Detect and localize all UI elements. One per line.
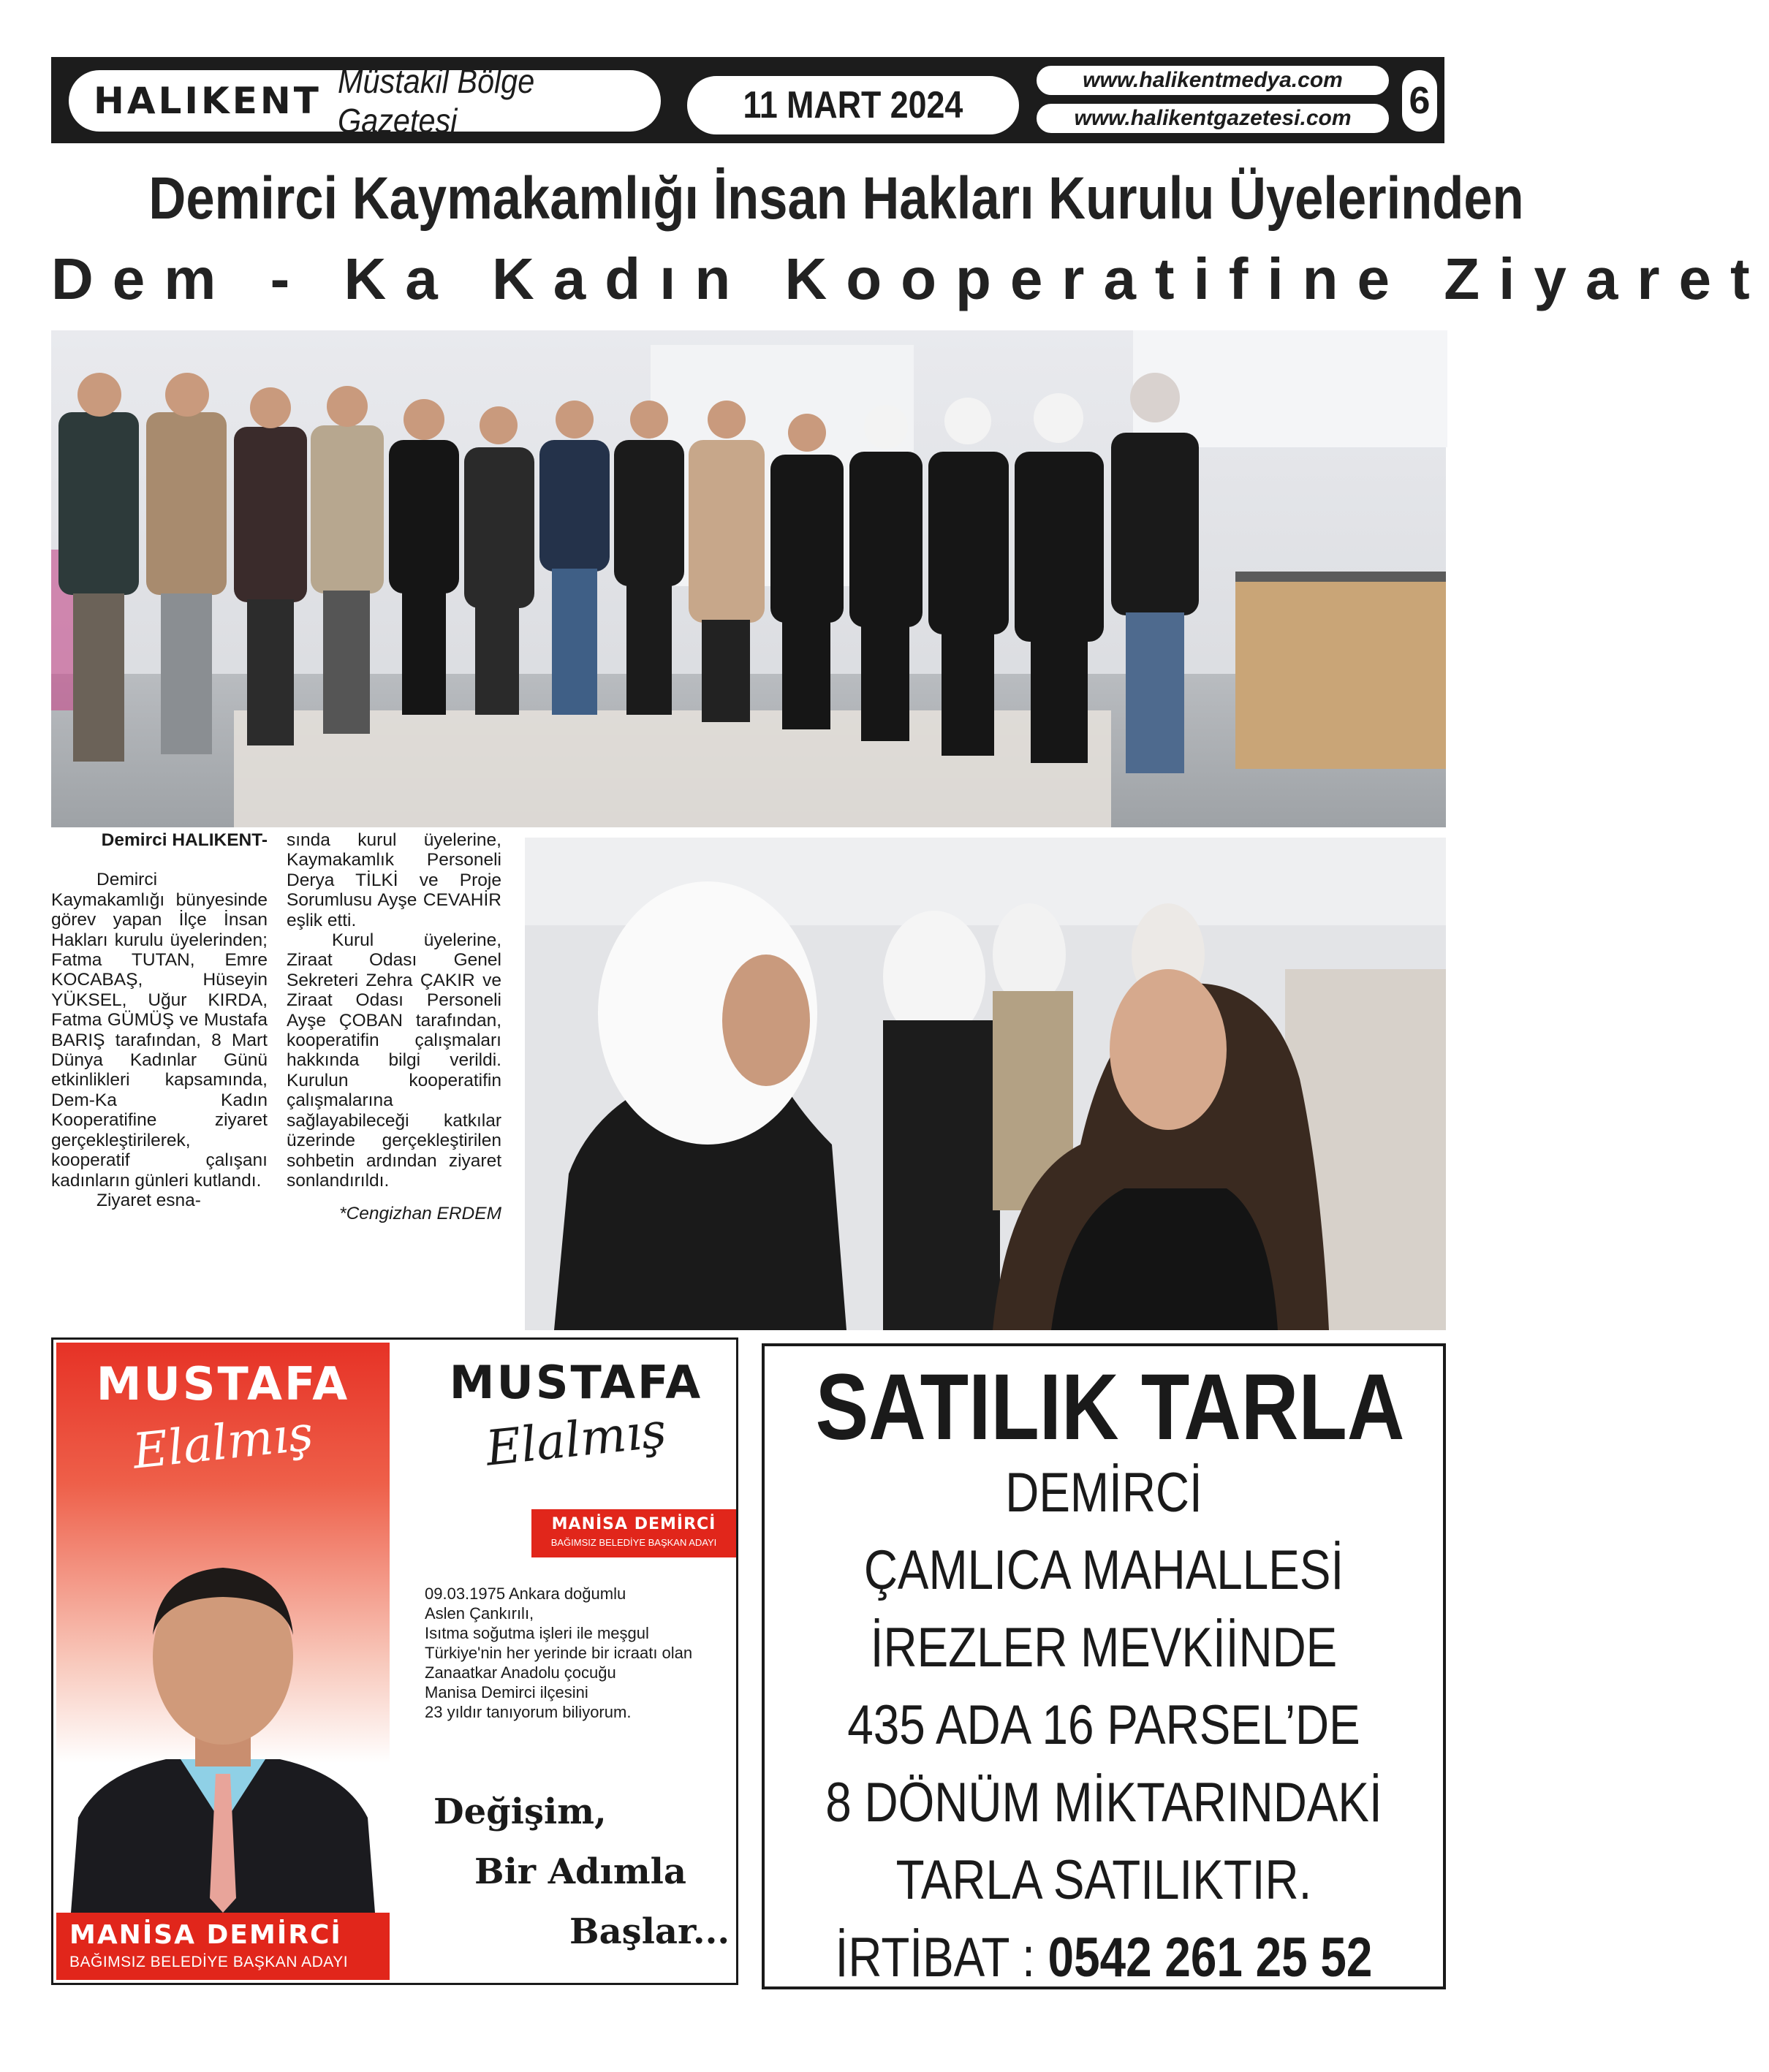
candidate-badge	[531, 1509, 736, 1557]
land-ad-line: İREZLER MEVKİİNDE	[870, 1617, 1338, 1679]
website-pill-2	[1034, 101, 1392, 136]
bio-line: Zanaatkar Anadolu çocuğu	[425, 1663, 616, 1682]
bio-line: Türkiye'nin her yerinde bir icraatı olan	[425, 1644, 693, 1662]
contact-line	[819, 1927, 1389, 1989]
article-column-1	[51, 830, 268, 1210]
candidate-location: MANİSA DEMİRCİ	[69, 1920, 342, 1950]
article-paragraph: sında kurul üyelerine, Kaymakamlık Personeli Derya TİLKİ ve Proje Sorumlusu Ayşe CEVAHİR eşlik etti.	[287, 830, 501, 930]
page-number-pill	[1399, 67, 1440, 134]
candidate-title: BAĞIMSIZ BELEDİYE BAŞKAN ADAYI	[69, 1954, 349, 1970]
article-paragraph: Kurul üyelerine, Ziraat Odası Genel Sekreteri Zehra ÇAKIR ve Ziraat Odası Personeli Ayşe ÇOBAN tarafından, kooperatifin çalışmaları hakkında bilgi verildi. Kurulun kooperatifin çalışmalarına sağlayabileceği katkılar üzerinde gerçekleştirilen sohbetin ardından ziyaret sonlandırıldı.	[287, 930, 501, 1191]
issue-date: 11 MART 2024	[743, 84, 963, 126]
brand-pill	[66, 62, 664, 140]
contact-label: İRTİBAT :	[835, 1927, 1048, 1989]
article-paragraph: Ziyaret esna-	[96, 1190, 201, 1210]
bio-line: Aslen Çankırılı,	[425, 1604, 534, 1623]
article-dateline: Demirci HALIKENT-	[101, 830, 268, 850]
slogan-line: Bir Adımla	[474, 1851, 686, 1892]
bio-line: 09.03.1975 Ankara doğumlu	[425, 1585, 626, 1603]
article-byline: *Cengizhan ERDEM	[339, 1204, 501, 1224]
bio-line: 23 yıldır tanıyorum biliyorum.	[425, 1703, 632, 1721]
page-number: 6	[1409, 80, 1431, 122]
land-ad-line: ÇAMLICA MAHALLESİ	[863, 1539, 1344, 1601]
candidate-portrait	[71, 1555, 375, 1913]
land-ad-line: TARLA SATILIKTIR.	[895, 1849, 1312, 1911]
candidate-advertisement	[51, 1337, 738, 1985]
headline-line-1: Demirci Kaymakamlığı İnsan Hakları Kurulu Üyelerinden	[148, 165, 1524, 232]
website-1: www.halikentmedya.com	[1083, 68, 1343, 92]
masthead	[51, 57, 1444, 143]
candidate-surname: Elalmış	[129, 1405, 317, 1480]
badge-location: MANİSA DEMİRCİ	[551, 1515, 716, 1533]
date-pill	[684, 73, 1022, 137]
badge-title: BAĞIMSIZ BELEDİYE BAŞKAN ADAYI	[550, 1537, 717, 1548]
article-paragraph: Demirci Kaymakamlığı bünyesinde görev yapan İlçe İnsan Hakları kurulu üyelerinden; Fatma TUTAN, Emre KOCABAŞ, Hüseyin YÜKSEL, Uğur KIRDA, Fatma GÜMÜŞ ve Mustafa BARIŞ tarafından, 8 Mart Dünya Kadınlar Günü etkinlikleri kapsamında, Dem-Ka Kadın Kooperatifine ziyaret gerçekleştirilerek, kooperatif çalışanı kadınların günleri kutlandı.	[51, 870, 268, 1191]
conversation-photo	[525, 838, 1446, 1330]
headline-line-2: Dem - Ka Kadın Kooperatifine Ziyaret	[51, 246, 1769, 311]
slogan-line: Başlar...	[569, 1911, 730, 1952]
candidate-red-panel	[56, 1343, 390, 1980]
slogan-line: Değişim,	[433, 1791, 607, 1832]
contact-phone: 0542 261 25 52	[1048, 1927, 1373, 1989]
candidate-first-name: MUSTAFA	[96, 1357, 350, 1411]
bio-line: Manisa Demirci ilçesini	[425, 1683, 588, 1701]
land-sale-advertisement	[762, 1343, 1446, 1989]
bio-line: Isıtma soğutma işleri ile meşgul	[425, 1624, 649, 1642]
newspaper-subtitle: Müstakil Bölge Gazetesi	[337, 62, 535, 140]
website-pill-1	[1034, 63, 1392, 98]
candidate-surname-black: Elalmış	[482, 1402, 670, 1477]
land-ad-line: DEMİRCİ	[1005, 1462, 1202, 1524]
article-column-2	[287, 830, 501, 1224]
candidate-first-name-black: MUSTAFA	[449, 1356, 703, 1409]
land-sale-title: SATILIK TARLA	[815, 1355, 1405, 1460]
land-ad-line: 435 ADA 16 PARSEL’DE	[847, 1694, 1360, 1756]
candidate-title-bar	[56, 1913, 390, 1980]
land-ad-line: 8 DÖNÜM MİKTARINDAKİ	[825, 1772, 1382, 1834]
group-photo	[51, 330, 1446, 827]
website-2: www.halikentgazetesi.com	[1074, 106, 1352, 130]
candidate-bio	[425, 1584, 732, 1722]
newspaper-name: HALIKENT	[94, 80, 322, 122]
